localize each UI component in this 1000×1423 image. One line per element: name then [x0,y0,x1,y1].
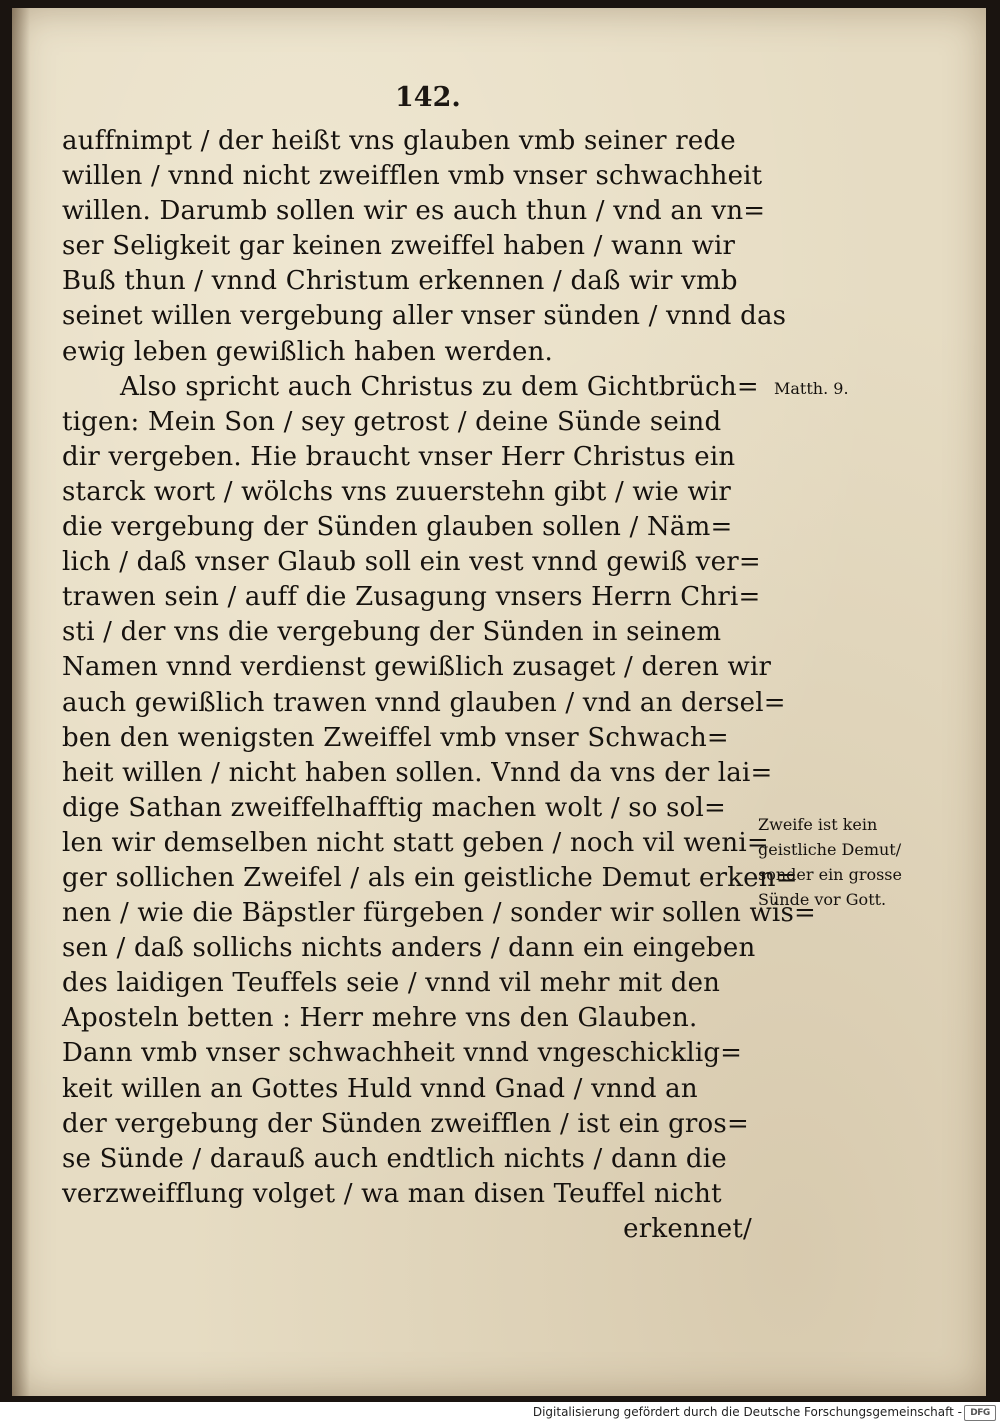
text-line: se Sünde / darauß auch endtlich nichts / dann die [62,1143,727,1174]
text-line: ben den wenigsten Zweiffel vmb vnser Schwach= [62,722,729,753]
text-line: ewig leben gewißlich haben werden. [62,336,553,367]
text-line: ser Seligkeit gar keinen zweiffel haben / wann wir [62,231,736,262]
text-line: heit willen / nicht haben sollen. Vnnd da vns der lai= [62,757,773,788]
text-line: der vergebung der Sünden zweifflen / ist ein gros= [62,1108,749,1139]
text-line: willen. Darumb sollen wir es auch thun / vnd an vn= [62,196,766,227]
text-line: tigen: Mein Son / sey getrost / deine Sünde seind [62,406,722,437]
text-line: seinet willen vergebung aller vnser sünden / vnnd das [62,301,787,332]
text-line: des laidigen Teuffels seie / vnnd vil mehr mit den [62,968,721,999]
funding-notice: Digitalisierung gefördert durch die Deutsche Forschungsgemeinschaft - [532,1405,962,1419]
margin-note-block [758,812,902,912]
text-line: keit willen an Gottes Huld vnnd Gnad / vnnd an [62,1073,698,1104]
text-line: Buß thun / vnnd Christum erkennen / daß wir vmb [62,266,738,297]
page-edge-shadow [12,8,30,1396]
margin-note-reference [774,376,849,401]
text-line: sen / daß sollichs nichts anders / dann ein eingeben [62,933,756,964]
text-line: Dann vmb vnser schwachheit vnnd vngeschicklig= [62,1038,743,1069]
text-line: sti / der vns die vergebung der Sünden in seinem [62,617,722,648]
page-number: 142. [395,82,461,113]
text-line: Namen vnnd verdienst gewißlich zusaget / deren wir [62,652,772,683]
margin-note-line: geistliche Demut/ [758,840,902,859]
text-line: starck wort / wölchs vns zuuerstehn gibt / wie wir [62,476,732,507]
margin-note-line: Zweife ist kein [758,815,878,834]
text-line: lich / daß vnser Glaub soll ein vest vnnd gewiß ver= [62,547,761,578]
text-line: die vergebung der Sünden glauben sollen / Näm= [62,512,733,543]
text-line: auffnimpt / der heißt vns glauben vmb seiner rede [62,126,736,156]
text-line: nen / wie die Bäpstler fürgeben / sonder wir sollen wis= [62,898,816,929]
text-line: dige Sathan zweiffelhafftig machen wolt / so sol= [62,792,727,823]
text-line: auch gewißlich trawen vnnd glauben / vnd an dersel= [62,687,786,718]
margin-note-matthew: Matth. 9. [774,379,849,398]
margin-note-line: Sünde vor Gott. [758,890,887,909]
margin-note-line: sonder ein grosse [758,865,902,884]
dfg-logo-icon: DFG [964,1405,996,1421]
text-line: verzweifflung volget / wa man disen Teuffel nicht [62,1178,722,1209]
text-line: Aposteln betten : Herr mehre vns den Glauben. [62,1003,698,1034]
footer-bar [0,1402,1000,1423]
text-line: willen / vnnd nicht zweifflen vmb vnser schwachheit [62,161,763,192]
text-line: dir vergeben. Hie braucht vnser Herr Christus ein [62,441,736,472]
text-line: Also spricht auch Christus zu dem Gichtbrüch= [120,371,759,402]
text-line: len wir demselben nicht statt geben / noch vil weni= [62,827,769,858]
catchword: erkennet/ [623,1213,752,1244]
text-line: ger sollichen Zweifel / als ein geistliche Demut erken= [62,862,798,893]
text-line: trawen sein / auff die Zusagung vnsers Herrn Chri= [62,582,761,613]
